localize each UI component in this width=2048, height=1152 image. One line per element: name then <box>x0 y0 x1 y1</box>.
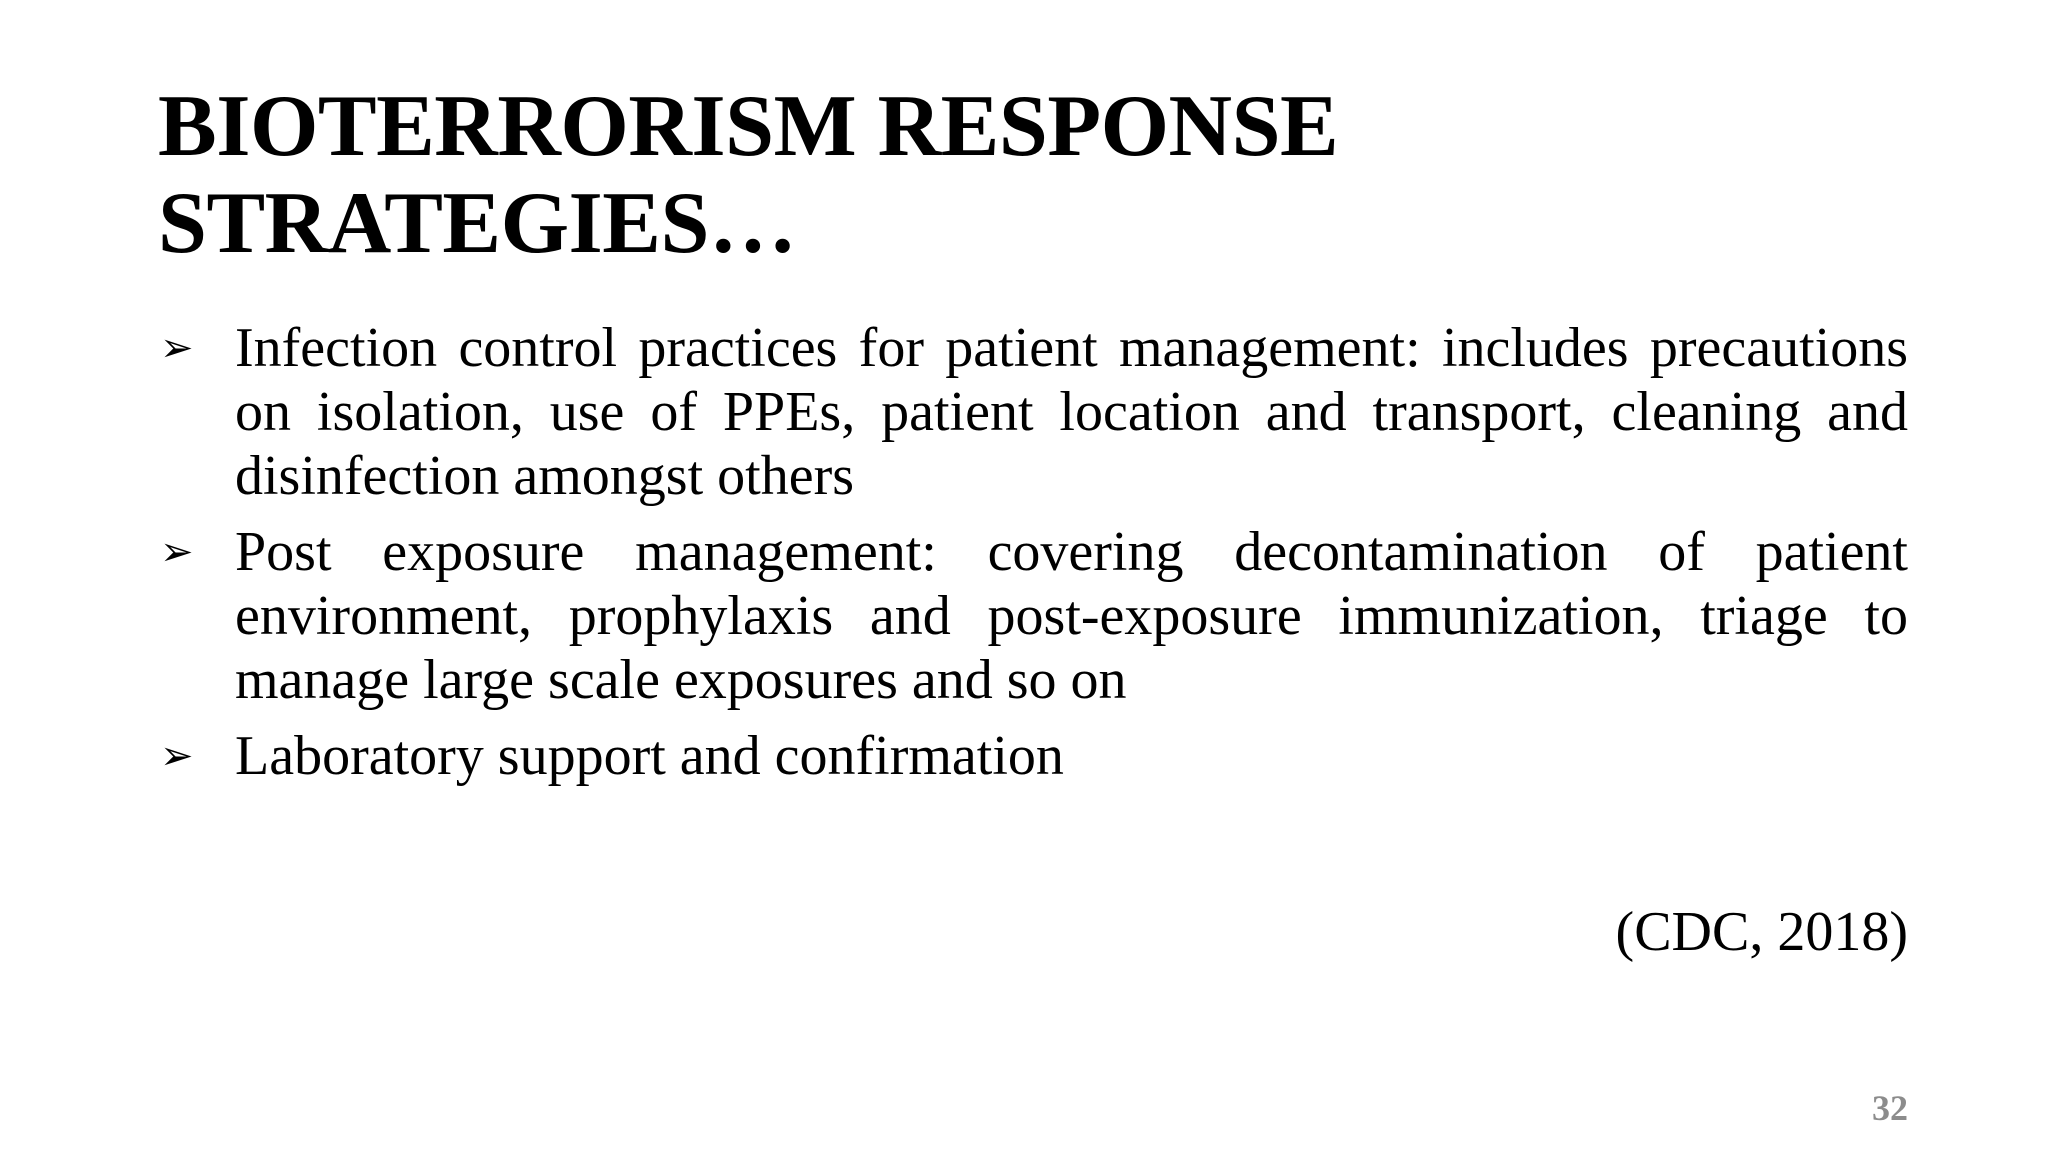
bullet-item-post-exposure <box>158 520 1908 712</box>
bullet-item-infection-control <box>158 316 1908 508</box>
citation: (CDC, 2018) <box>1615 901 1908 963</box>
bullet-text: Laboratory support and confirmation <box>235 725 1064 787</box>
slide-title <box>158 78 1908 272</box>
slide-title-line-1: BIOTERRORISM RESPONSE <box>158 78 1339 175</box>
bullet-text: Infection control practices for patient management: includes precautions on isolation, use of PPEs, patient location and transport, cleaning and disinfection amongst others <box>235 317 1908 507</box>
bullet-item-laboratory-support <box>158 724 1908 788</box>
arrowhead-bullet-icon: ➢ <box>160 733 194 779</box>
arrowhead-bullet-icon: ➢ <box>160 325 194 371</box>
slide-number: 32 <box>1872 1088 1908 1128</box>
bullet-text: Post exposure management: covering decontamination of patient environment, prophylaxis and post-exposure immunization, triage to manage large scale exposures and so on <box>235 521 1908 711</box>
slide-title-line-2: STRATEGIES… <box>158 175 797 272</box>
bullet-list <box>158 316 1908 800</box>
arrowhead-bullet-icon: ➢ <box>160 529 194 575</box>
